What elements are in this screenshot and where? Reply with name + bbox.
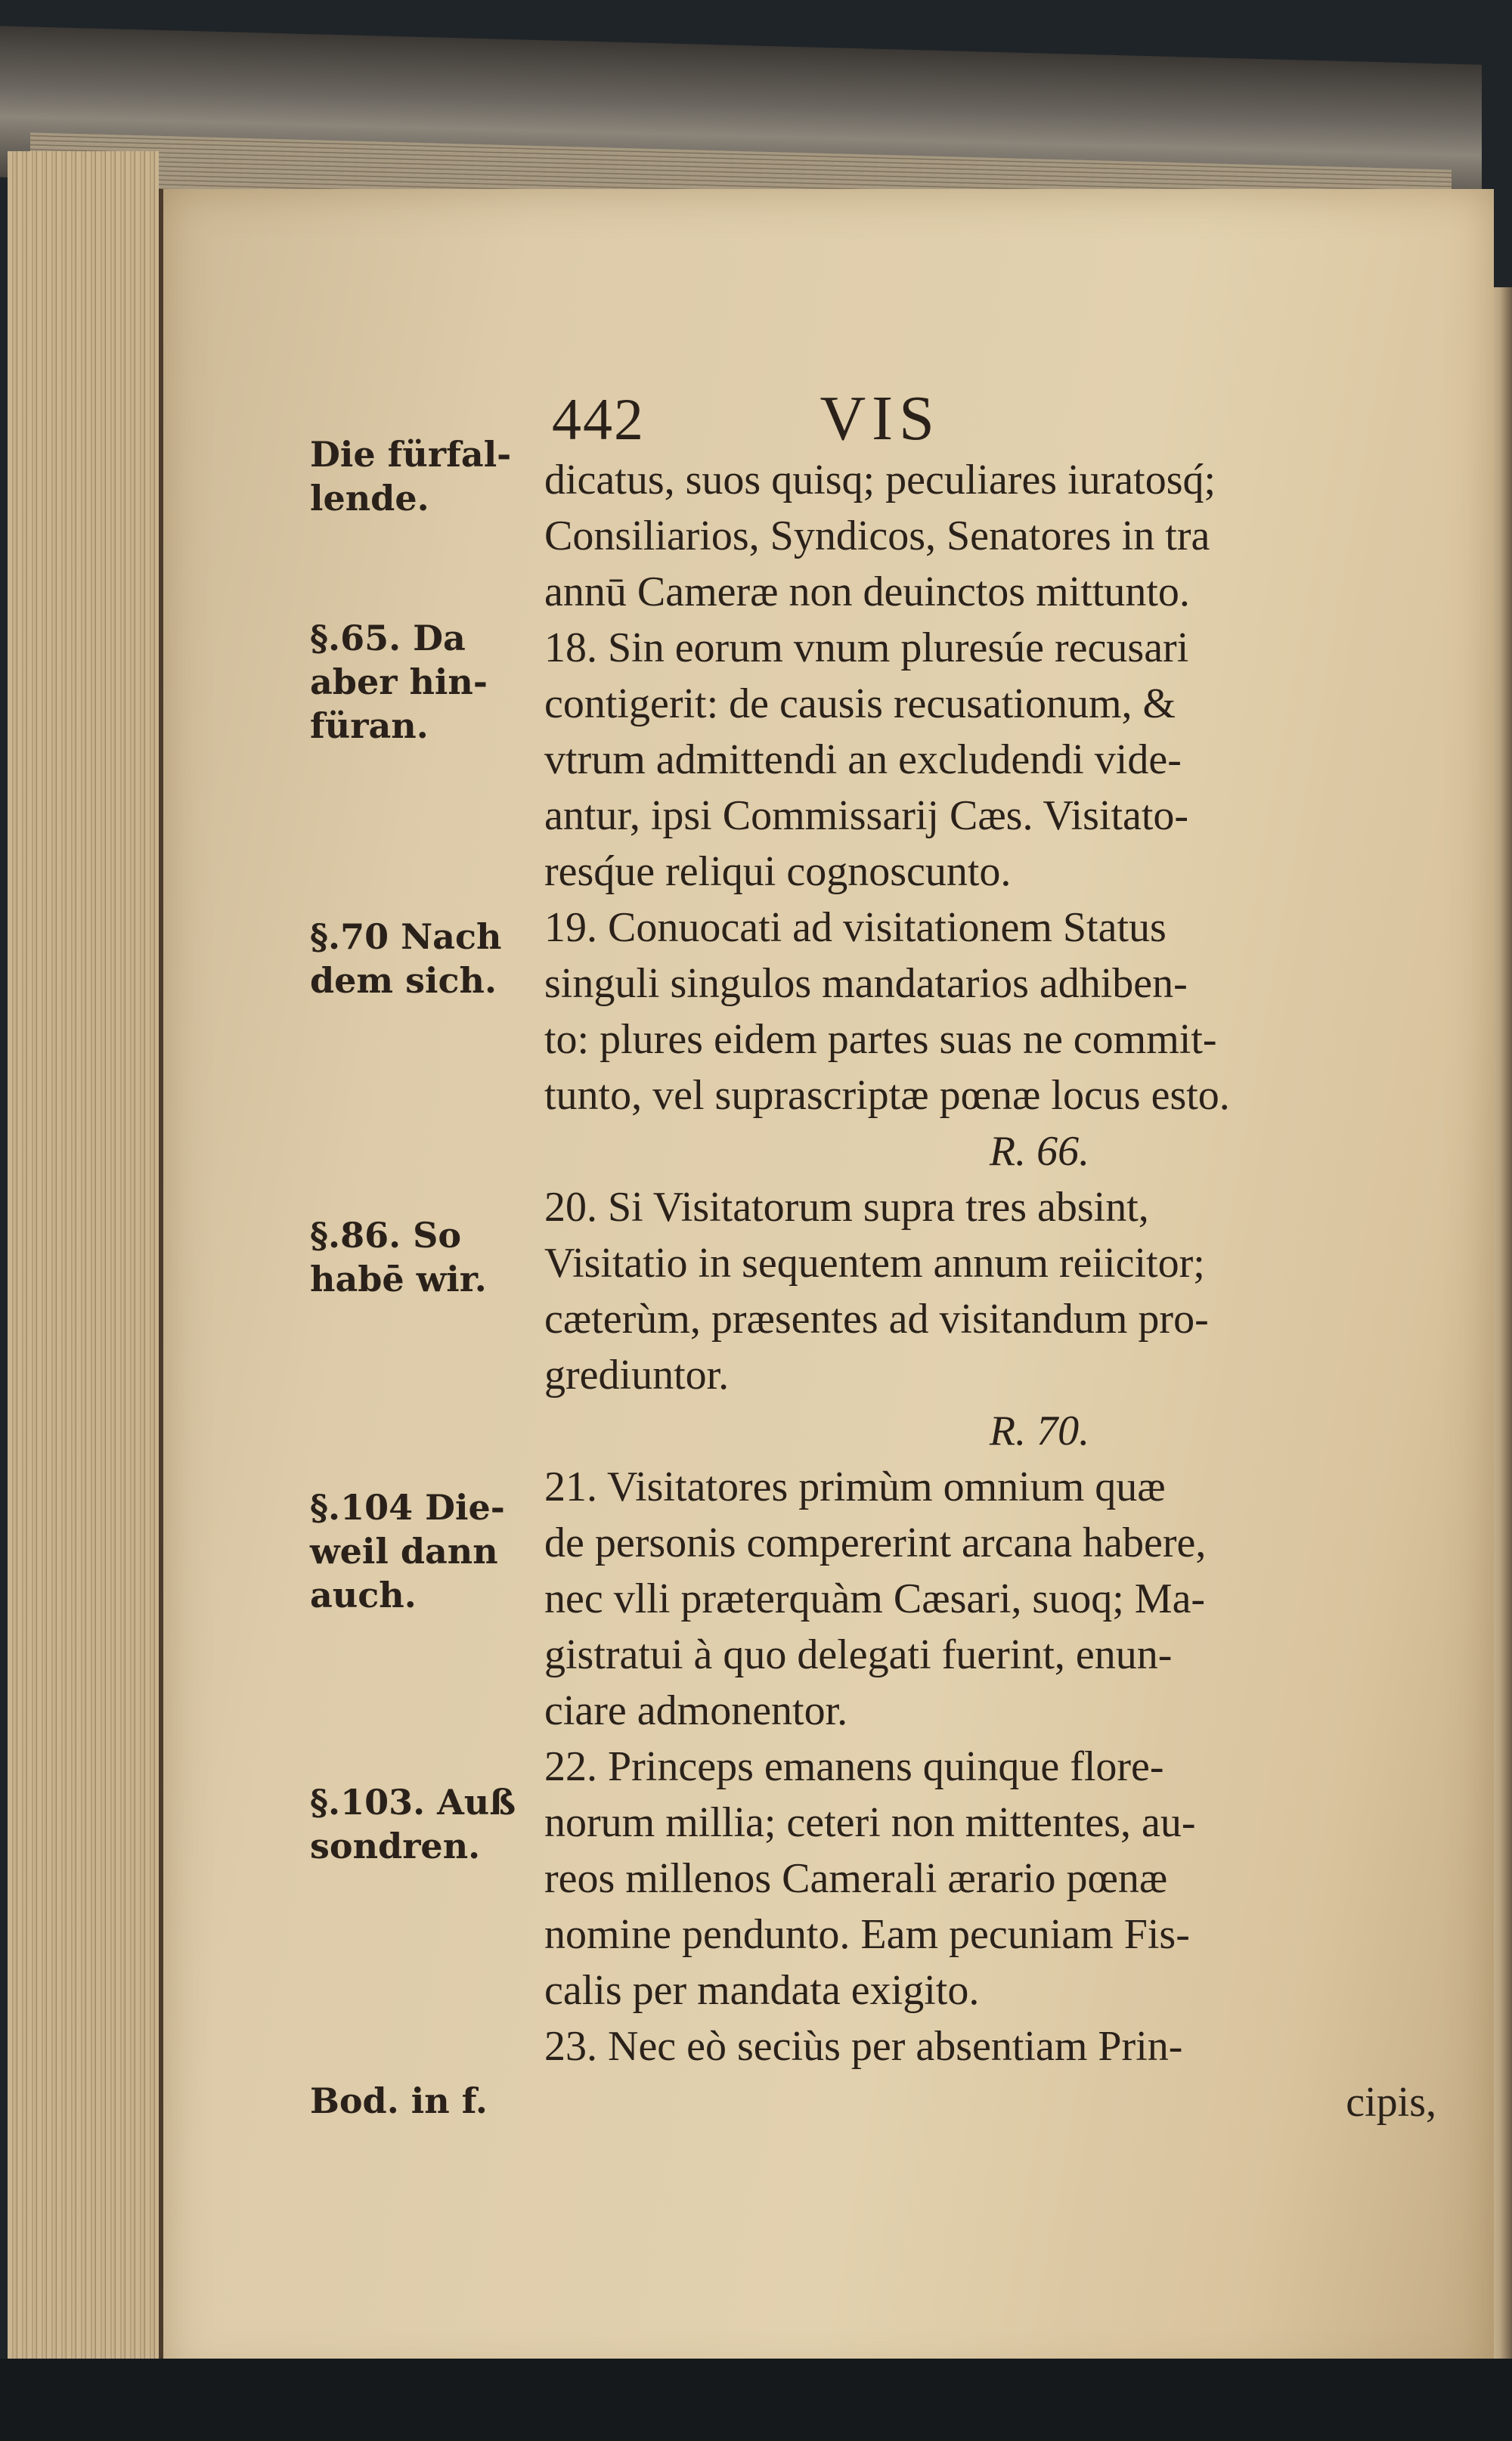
margin-note-line: Die fürfal- <box>310 434 512 475</box>
text-line: singuli singulos mandatarios adhiben- <box>544 960 1188 1007</box>
text-line: norum millia; ceteri non mittentes, au- <box>544 1799 1196 1846</box>
running-head: VIS <box>820 383 940 454</box>
text-line: Visitatio in sequentem annum reiicitor; <box>544 1240 1205 1287</box>
margin-note-line: auch. <box>310 1575 417 1615</box>
text-line: 23. Nec eò seciùs per absentiam Prin- <box>544 2023 1183 2070</box>
catchword: cipis, <box>1346 2079 1436 2126</box>
section-reference: R. 70. <box>989 1408 1090 1454</box>
text-line: vtrum admittendi an excludendi vide- <box>544 736 1182 783</box>
margin-note-line: habē wir. <box>310 1259 487 1299</box>
margin-note-line: aber hin- <box>310 661 488 702</box>
margin-note-4 <box>310 1213 552 1301</box>
margin-note-line: sondren. <box>310 1826 481 1866</box>
margin-note-line: §.70 Nach <box>310 916 502 957</box>
margin-note-line: Bod. in f. <box>310 2080 488 2121</box>
margin-note-line: lende. <box>310 478 429 519</box>
text-line: gistratui à quo delegati fuerint, enun- <box>544 1631 1173 1678</box>
margin-note-line: weil dann <box>310 1531 498 1572</box>
text-line: dicatus, suos quisq; peculiares iuratosq́; <box>544 457 1216 503</box>
text-line: to: plures eidem partes suas ne commit- <box>544 1016 1217 1063</box>
margin-note-line: §.104 Die- <box>310 1487 505 1528</box>
margin-note-line: §.103. Auß <box>310 1782 516 1823</box>
text-line: annū Cameræ non deuinctos mittunto. <box>544 568 1190 615</box>
margin-note-5 <box>310 1485 552 1617</box>
margin-note-line: dem sich. <box>310 960 497 1001</box>
background-bottom <box>0 2359 1512 2441</box>
text-line: reos millenos Camerali ærario pœnæ <box>544 1855 1168 1902</box>
text-line: calis per mandata exigito. <box>544 1967 980 2014</box>
text-line: nec vlli præterquàm Cæsari, suoq; Ma- <box>544 1575 1206 1622</box>
text-line: 18. Sin eorum vnum pluresúe recusari <box>544 624 1189 671</box>
page-number: 442 <box>552 386 645 452</box>
text-line: cæterùm, præsentes ad visitandum pro- <box>544 1296 1209 1343</box>
page-header <box>552 382 940 455</box>
margin-note-7 <box>310 2079 552 2123</box>
body-text <box>544 452 1444 2130</box>
margin-note-2 <box>310 616 552 748</box>
margin-note-line: §.65. Da <box>310 618 466 658</box>
text-line: de personis compererint arcana habere, <box>544 1519 1207 1566</box>
text-line: 22. Princeps emanens quinque flore- <box>544 1743 1164 1790</box>
text-line: ciare admonentor. <box>544 1687 848 1734</box>
text-line: grediuntor. <box>544 1352 730 1399</box>
page-block-left <box>8 151 159 2381</box>
text-line: contigerit: de causis recusationum, & <box>544 680 1176 727</box>
text-line: Consiliarios, Syndicos, Senatores in tra <box>544 513 1210 559</box>
margin-note-3 <box>310 915 552 1002</box>
margin-note-6 <box>310 1780 552 1868</box>
text-line: 19. Conuocati ad visitationem Status <box>544 904 1167 951</box>
text-line: antur, ipsi Commissarij Cæs. Visitato- <box>544 792 1189 839</box>
section-reference: R. 66. <box>989 1128 1090 1175</box>
margin-note-1 <box>310 432 552 520</box>
text-line: 21. Visitatores primùm omnium quæ <box>544 1464 1166 1510</box>
text-line: tunto, vel suprascriptæ pœnæ locus esto. <box>544 1072 1230 1119</box>
margin-note-line: §.86. So <box>310 1215 462 1256</box>
text-line: 20. Si Visitatorum supra tres absint, <box>544 1184 1149 1231</box>
text-line: resq́ue reliqui cognoscunto. <box>544 848 1012 895</box>
margin-note-line: füran. <box>310 705 429 746</box>
text-line: nomine pendunto. Eam pecuniam Fis- <box>544 1911 1190 1958</box>
